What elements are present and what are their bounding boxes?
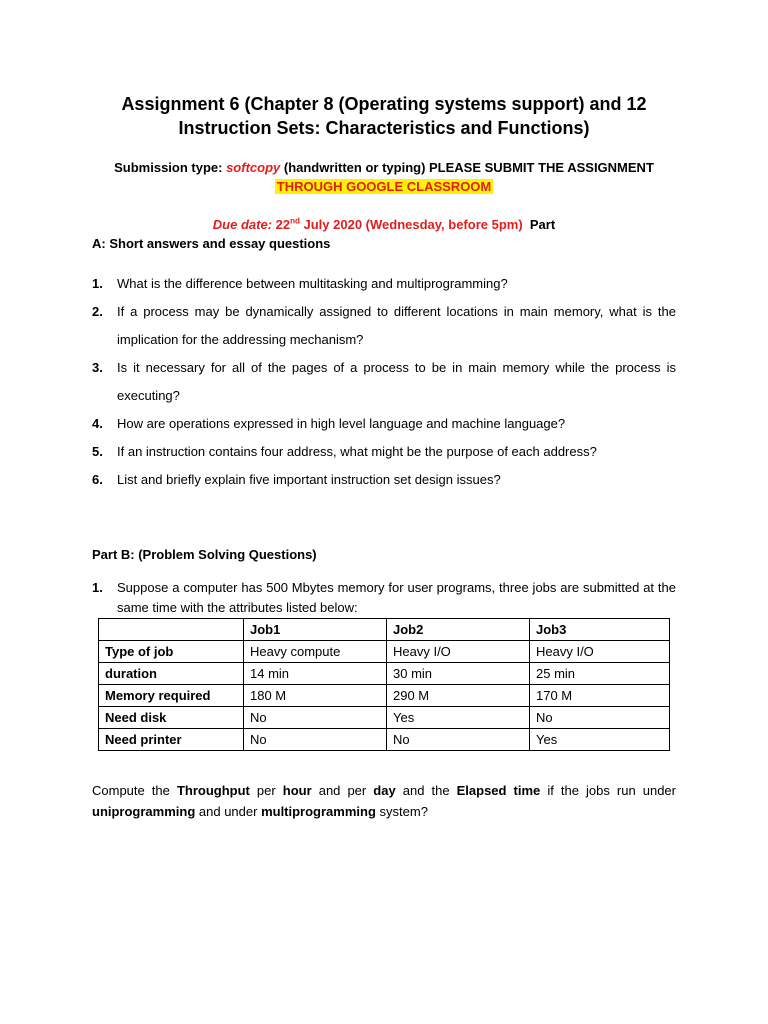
due-label: Due date: <box>212 217 276 232</box>
list-item <box>92 270 676 298</box>
due-date <box>92 215 676 234</box>
question-text: If a process may be dynamically assigned to different locations in main memory, what is the implication for the addressing mechanism? <box>117 304 676 347</box>
instruction-text: if the jobs run under <box>540 783 676 798</box>
question-text: List and briefly explain five important instruction set design issues? <box>117 472 501 487</box>
title-line-1: Assignment 6 (Chapter 8 (Operating systems support) and 12 <box>121 94 647 114</box>
table-cell: Heavy I/O <box>530 641 670 663</box>
table-cell: Memory required <box>99 685 244 707</box>
instruction-text: system? <box>375 804 428 819</box>
table-cell: Heavy I/O <box>387 641 530 663</box>
question-text: What is the difference between multitasking and multiprogramming? <box>117 276 508 291</box>
due-day-suffix: nd <box>290 216 300 226</box>
table-cell: Yes <box>530 729 670 751</box>
table-cell: 30 min <box>387 663 530 685</box>
table-cell: Need printer <box>99 729 244 751</box>
question-number: 5. <box>92 444 103 459</box>
question-text: Suppose a computer has 500 Mbytes memory for user programs, three jobs are submitted at the same time with the attributes listed below: <box>117 580 676 615</box>
part-a-questions <box>92 270 676 494</box>
instruction-bold: Elapsed time <box>456 783 541 798</box>
title-line-2: Instruction Sets: Characteristics and Functions) <box>178 118 590 138</box>
table-cell: Need disk <box>99 707 244 729</box>
instruction-bold: Throughput <box>176 783 250 798</box>
assignment-title <box>80 92 688 140</box>
list-item <box>92 438 676 466</box>
list-item <box>92 354 676 410</box>
table-cell: 180 M <box>244 685 387 707</box>
question-number: 2. <box>92 304 103 319</box>
instruction-bold: hour <box>282 783 312 798</box>
question-number: 3. <box>92 360 103 375</box>
table-cell: No <box>530 707 670 729</box>
table-cell: Job2 <box>387 619 530 641</box>
jobs-table <box>98 618 670 751</box>
instruction-text: per <box>249 783 283 798</box>
table-cell: Type of job <box>99 641 244 663</box>
due-rest: July 2020 (Wednesday, before 5pm) <box>299 217 523 232</box>
list-item <box>92 410 676 438</box>
table-cell: No <box>244 707 387 729</box>
part-b-question-1 <box>92 578 676 618</box>
list-item <box>92 466 676 494</box>
table-row <box>99 729 670 751</box>
table-row <box>99 663 670 685</box>
instruction-bold: multiprogramming <box>261 804 376 819</box>
part-a-heading: A: Short answers and essay questions <box>92 236 331 251</box>
table-row <box>99 685 670 707</box>
compute-instruction <box>92 780 676 822</box>
question-number: 1. <box>92 276 103 291</box>
question-text: If an instruction contains four address, what might be the purpose of each address? <box>117 444 597 459</box>
table-cell: Yes <box>387 707 530 729</box>
table-cell: No <box>244 729 387 751</box>
table-cell: 290 M <box>387 685 530 707</box>
submission-rest: (handwritten or typing) PLEASE SUBMIT THE ASSIGNMENT <box>280 160 654 175</box>
table-cell: 170 M <box>530 685 670 707</box>
submission-highlight: THROUGH GOOGLE CLASSROOM <box>276 179 492 194</box>
table-row <box>99 707 670 729</box>
table-header-row <box>99 619 670 641</box>
instruction-bold: uniprogramming <box>92 804 196 819</box>
question-number: 6. <box>92 472 103 487</box>
question-number: 4. <box>92 416 103 431</box>
question-text: Is it necessary for all of the pages of a process to be in main memory while the process is executing? <box>117 360 676 403</box>
table-cell: No <box>387 729 530 751</box>
table-cell: duration <box>99 663 244 685</box>
table-cell: Heavy compute <box>244 641 387 663</box>
table-row <box>99 641 670 663</box>
due-part-word: Part <box>529 217 556 232</box>
submission-line-1 <box>80 158 688 177</box>
instruction-text: Compute the <box>92 783 177 798</box>
table-cell: 25 min <box>530 663 670 685</box>
instruction-bold: day <box>373 783 396 798</box>
submission-label: Submission type: <box>114 160 227 175</box>
table-cell: 14 min <box>244 663 387 685</box>
table-cell: Job3 <box>530 619 670 641</box>
table-cell: Job1 <box>244 619 387 641</box>
instruction-text: and the <box>395 783 457 798</box>
table-cell <box>99 619 244 641</box>
instruction-text: and per <box>311 783 374 798</box>
submission-line-2 <box>80 177 688 196</box>
part-b-heading: Part B: (Problem Solving Questions) <box>92 547 317 562</box>
submission-type: softcopy <box>226 160 281 175</box>
due-day: 22 <box>275 217 291 232</box>
question-text: How are operations expressed in high level language and machine language? <box>117 416 566 431</box>
instruction-text: and under <box>195 804 262 819</box>
submission-info <box>80 158 688 196</box>
list-item <box>92 298 676 354</box>
question-number: 1. <box>92 580 103 595</box>
